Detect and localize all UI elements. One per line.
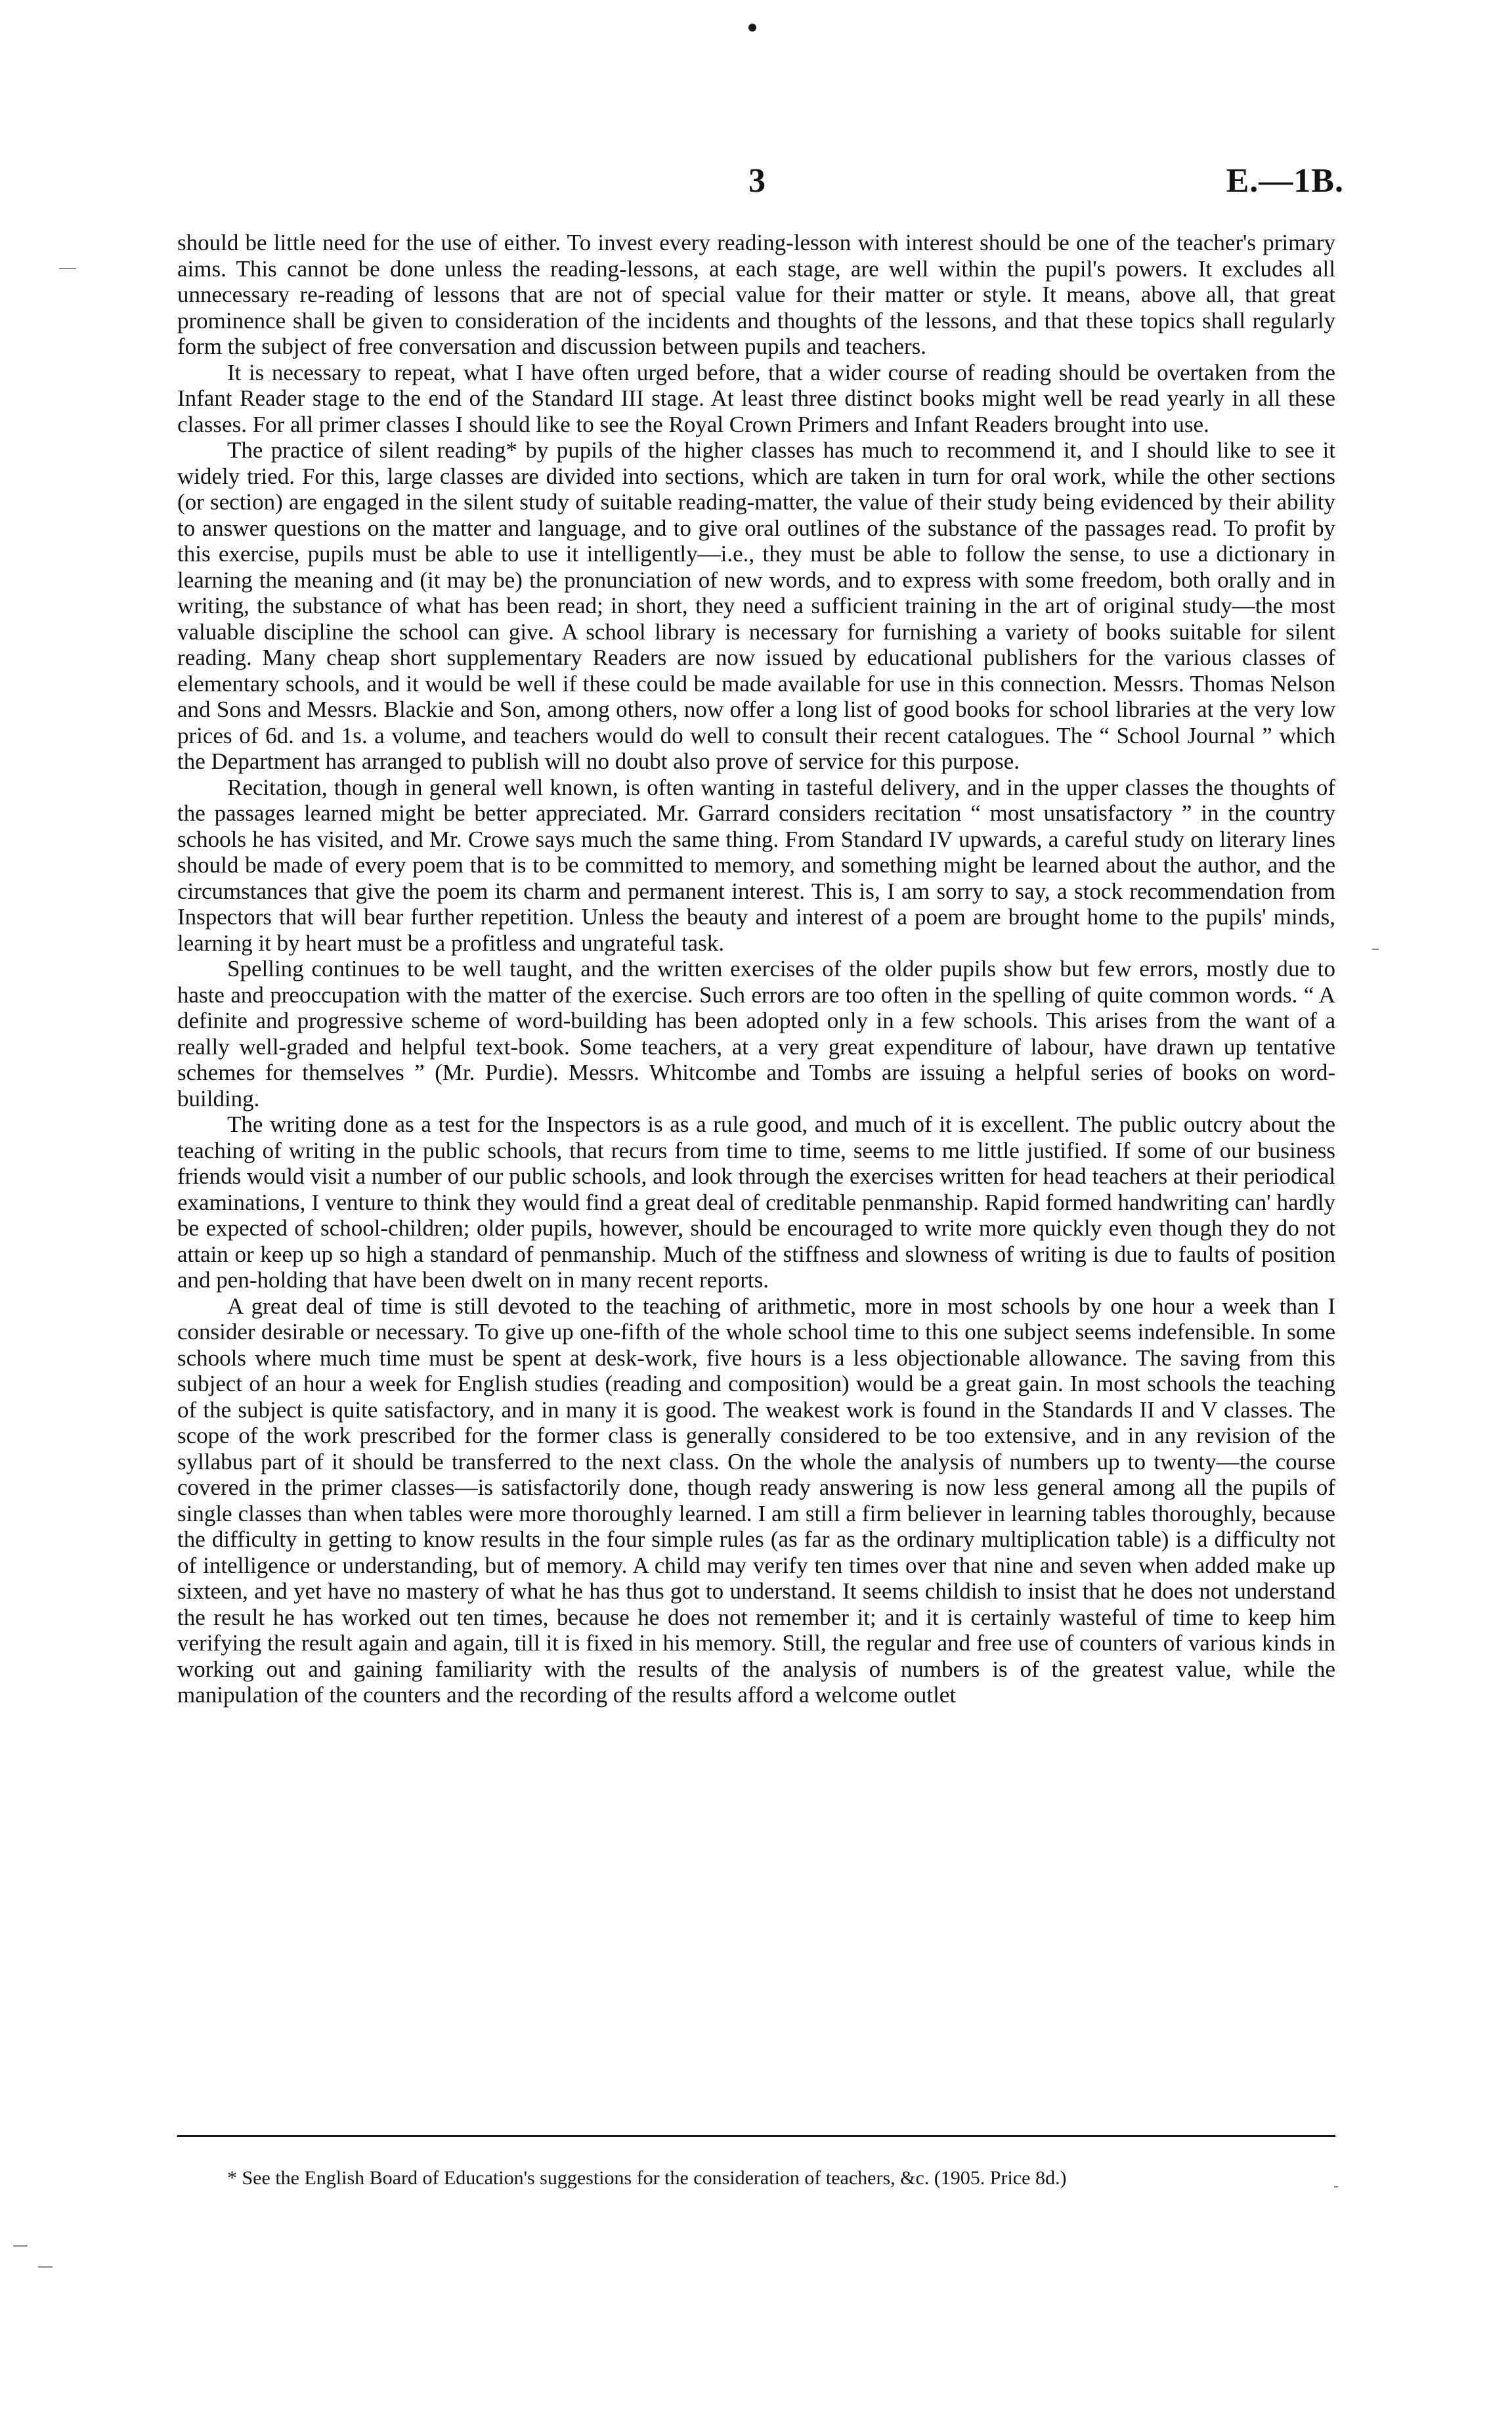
margin-mark <box>59 268 76 269</box>
paragraph: Recitation, though in general well known, is often wanting in tasteful delivery, and in the upper classes the thoughts of the passages learned might be better appreciated. Mr. Garrard considers recitation “ most unsatisfactory ” in the country schools he has visited, and Mr. Crowe says much the same thing. From Standard IV upwards, a careful study on literary lines should be made of every poem that is to be committed to memory, and something might be learned about the author, and the circumstances that give the poem its charm and permanent interest. This is, I am sorry to say, a stock recommendation from Inspectors that will bear further repetition. Unless the beauty and interest of a poem are brought home to the pupils' minds, learning it by heart must be a profitless and ungrateful task. <box>177 774 1335 956</box>
margin-mark <box>1372 949 1379 950</box>
paragraph: Spelling continues to be well taught, and the written exercises of the older pupils show but few errors, mostly due to haste and preoccupation with the matter of the exercise. Such errors are too often in the spelling of quite common words. “ A definite and progressive scheme of word-building has been adopted only in a few schools. This arises from the want of a really well-graded and helpful text-book. Some teachers, at a very great expenditure of labour, have drawn up tentative schemes for themselves ” (Mr. Purdie). Messrs. Whitcombe and Tombs are issuing a helpful series of books on word-building. <box>177 956 1335 1111</box>
page-mark <box>748 24 756 32</box>
paragraph: The writing done as a test for the Inspectors is as a rule good, and much of it is excellent. The public outcry about the teaching of writing in the public schools, that recurs from time to time, seems to me little justified. If some of our business friends would visit a number of our public schools, and look through the exercises written for head teachers at their periodical examinations, I venture to think they would find a great deal of creditable penmanship. Rapid formed handwriting can' hardly be expected of school-children; older pupils, however, should be encouraged to write more quickly even though they do not attain or keep up so high a standard of penmanship. Much of the stiffness and slowness of writing is due to faults of position and pen-holding that have been dwelt on in many recent reports. <box>177 1111 1335 1293</box>
margin-mark <box>13 2245 28 2247</box>
body-text <box>177 230 1335 1708</box>
page-reference: E.—1B. <box>1226 162 1344 200</box>
paragraph: should be little need for the use of either. To invest every reading-lesson with interest should be one of the teacher's primary aims. This cannot be done unless the reading-lessons, at each stage, are well within the pupil's powers. It excludes all unnecessary re-reading of lessons that are not of special value for their matter or style. It means, above all, that great prominence shall be given to consideration of the incidents and thoughts of the lessons, and that these topics shall regularly form the subject of free conversation and discussion between pupils and teachers. <box>177 230 1335 359</box>
paragraph: A great deal of time is still devoted to the teaching of arithmetic, more in most schools by one hour a week than I consider desirable or necessary. To give up one-fifth of the whole school time to this one subject seems indefensible. In some schools where much time must be spent at desk-work, five hours is a less objectionable allowance. The saving from this subject of an hour a week for English studies (reading and composition) would be a great gain. In most schools the teaching of the subject is quite satisfactory, and in many it is good. The weakest work is found in the Standards II and V classes. The scope of the work prescribed for the former class is generally considered to be too extensive, and in any revision of the syllabus part of it should be transferred to the next class. On the whole the analysis of numbers up to twenty—the course covered in the primer classes—is satisfactorily done, though ready answering is now less general among all the pupils of single classes than when tables were more thoroughly learned. I am still a firm believer in learning tables thoroughly, because the difficulty in getting to know results in the four simple rules (as far as the ordinary multiplication table) is a difficulty not of intelligence or understanding, but of memory. A child may verify ten times over that nine and seven when added make up sixteen, and yet have no mastery of what he has thus got to understand. It seems childish to insist that he does not understand the result he has worked out ten times, because he does not remember it; and it is certainly wasteful of time to keep him verifying the result again and again, till it is fixed in his memory. Still, the regular and free use of counters of various kinds in working out and gaining familiarity with the results of the analysis of numbers is of the greatest value, while the manipulation of the counters and the recording of the results afford a welcome outlet <box>177 1293 1335 1708</box>
footnote: * See the English Board of Education's suggestions for the consideration of teachers, &c. (1905. Price 8d.) <box>227 2167 1067 2189</box>
paragraph: It is necessary to repeat, what I have often urged before, that a wider course of reading should be overtaken from the Infant Reader stage to the end of the Standard III stage. At least three distinct books might well be read yearly in all these classes. For all primer classes I should like to see the Royal Crown Primers and Infant Readers brought into use. <box>177 359 1335 437</box>
page-number: 3 <box>748 162 766 200</box>
footnote-rule <box>177 2135 1335 2137</box>
margin-mark <box>38 2266 53 2268</box>
paragraph: The practice of silent reading* by pupils of the higher classes has much to recommend it, and I should like to see it widely tried. For this, large classes are divided into sections, which are taken in turn for oral work, while the other sections (or section) are engaged in the silent study of suitable reading-matter, the value of their study being evidenced by their ability to answer questions on the matter and language, and to give oral outlines of the substance of the passages read. To profit by this exercise, pupils must be able to use it intelligently—i.e., they must be able to follow the sense, to use a dictionary in learning the meaning and (it may be) the pronunciation of new words, and to express with some freedom, both orally and in writing, the substance of what has been read; in short, they need a sufficient training in the art of original study—the most valuable discipline the school can give. A school library is necessary for furnishing a variety of books suitable for silent reading. Many cheap short supplementary Readers are now issued by educational publishers for the various classes of elementary schools, and it would be well if these could be made available for use in this connection. Messrs. Thomas Nelson and Sons and Messrs. Blackie and Son, among others, now offer a long list of good books for school libraries at the very low prices of 6d. and 1s. a volume, and teachers would do well to consult their recent catalogues. The “ School Journal ” which the Department has arranged to publish will no doubt also prove of service for this purpose. <box>177 437 1335 774</box>
